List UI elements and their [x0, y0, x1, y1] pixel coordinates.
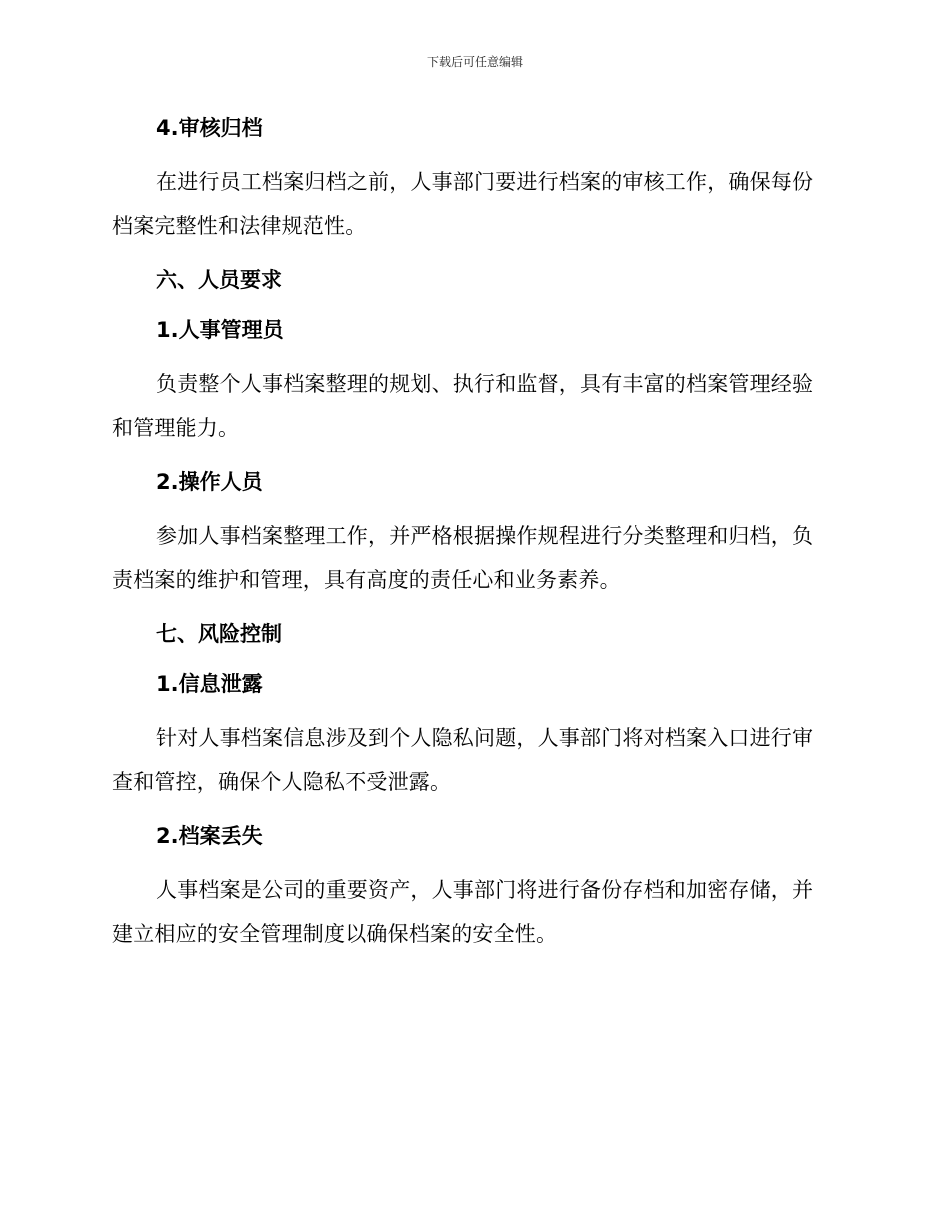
page-header-note: 下载后可任意编辑: [426, 55, 523, 69]
section-heading-personnel-requirements: 六、人员要求: [156, 268, 282, 292]
paragraph-operators: 参加人事档案整理工作，并严格根据操作规程进行分类整理和归档，负责档案的维护和管理，具有高度的责任心和业务素养。: [112, 524, 814, 592]
section-heading-file-loss: 2.档案丢失: [156, 824, 263, 848]
paragraph-info-leak: 针对人事档案信息涉及到个人隐私问题，人事部门将对档案入口进行审查和管控，确保个人隐私不受泄露。: [112, 726, 814, 794]
paragraph-file-loss: 人事档案是公司的重要资产，人事部门将进行备份存档和加密存储，并建立相应的安全管理制度以确保档案的安全性。: [112, 878, 814, 946]
section-heading-audit-archive: 4.审核归档: [156, 116, 263, 140]
paragraph-hr-manager: 负责整个人事档案整理的规划、执行和监督，具有丰富的档案管理经验和管理能力。: [112, 372, 814, 440]
section-heading-operators: 2.操作人员: [156, 470, 263, 494]
section-heading-info-leak: 1.信息泄露: [156, 672, 263, 696]
section-heading-risk-control: 七、风险控制: [156, 622, 282, 646]
section-heading-hr-manager: 1.人事管理员: [156, 318, 284, 342]
document-body: [112, 110, 830, 956]
paragraph-audit-archive: 在进行员工档案归档之前，人事部门要进行档案的审核工作，确保每份档案完整性和法律规范性。: [112, 170, 814, 238]
